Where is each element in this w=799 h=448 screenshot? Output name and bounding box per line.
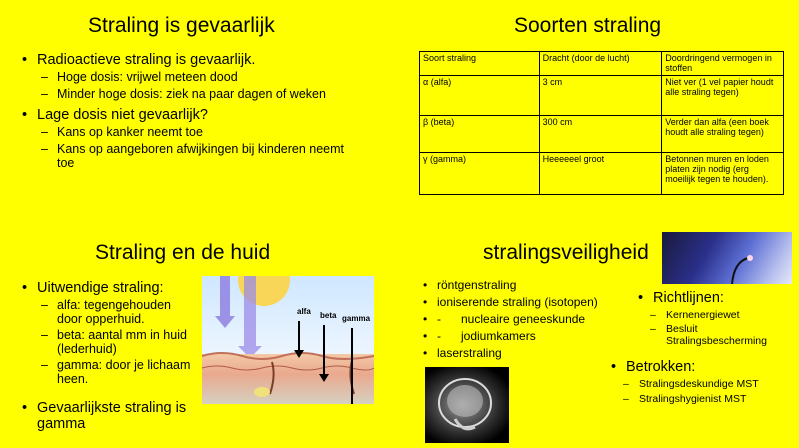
mri-scan-image xyxy=(425,367,509,443)
header-cell: Dracht (door de lucht) xyxy=(539,52,662,76)
sub-item xyxy=(41,125,352,139)
table-cell: γ (gamma) xyxy=(420,153,540,195)
radiation-table xyxy=(419,51,784,195)
label-text: Betrokken: xyxy=(626,359,696,375)
sub-item xyxy=(623,393,796,405)
item-text: Gevaarlijkste straling is gamma xyxy=(37,400,187,432)
laser-photo xyxy=(662,232,792,284)
sub-item xyxy=(41,358,194,386)
sub-item xyxy=(41,142,352,170)
sub-item xyxy=(41,70,352,84)
item-text: Lage dosis niet gevaarlijk? xyxy=(37,107,208,123)
list-item xyxy=(423,329,643,343)
sub-item-text: alfa: tegengehouden door opperhuid. xyxy=(57,298,171,326)
skin-diagram-image xyxy=(202,276,374,404)
sub-item xyxy=(41,298,194,326)
betrokken-label xyxy=(611,359,796,375)
table-row xyxy=(420,153,784,195)
header-cell: Doordringend vermogen in stoffen xyxy=(662,52,784,76)
item-text: ioniserende straling (isotopen) xyxy=(437,295,598,309)
skin-radiation-figure xyxy=(202,276,374,404)
header-cell: Soort straling xyxy=(420,52,540,76)
richtlijnen-section xyxy=(638,290,798,347)
item-text: Uitwendige straling: xyxy=(37,280,164,296)
sub-item-text: Besluit Stralingsbescherming xyxy=(666,323,767,347)
list-item xyxy=(22,280,194,386)
sub-item-text: Kans op kanker neemt toe xyxy=(57,125,203,139)
table-header-row xyxy=(420,52,784,76)
list-item xyxy=(423,346,643,360)
sub-item-text: Kans op aangeboren afwijkingen bij kinderen neemt toe xyxy=(57,142,344,170)
list-item xyxy=(423,312,643,326)
item-text: - jodiumkamers xyxy=(437,329,536,343)
table-row xyxy=(420,76,784,116)
list-item xyxy=(22,107,352,170)
item-text: laserstraling xyxy=(437,346,502,360)
list-item xyxy=(22,400,194,432)
beta-label: beta xyxy=(320,311,337,320)
title-straling-huid: Straling en de huid xyxy=(95,241,271,264)
sub-item xyxy=(41,87,352,101)
table-cell: 300 cm xyxy=(539,116,662,153)
sub-item-text: Stralingsdeskundige MST xyxy=(639,378,759,390)
sub-item-text: Minder hoge dosis: ziek na paar dagen of weken xyxy=(57,87,326,101)
sub-item-text: Kernenergiewet xyxy=(666,309,740,321)
title-straling-gevaarlijk: Straling is gevaarlijk xyxy=(88,14,275,37)
label-text: Richtlijnen: xyxy=(653,290,724,306)
table-cell: 3 cm xyxy=(539,76,662,116)
sub-item xyxy=(623,378,796,390)
item-text: Radioactieve straling is gevaarlijk. xyxy=(37,52,256,68)
sub-item-text: beta: aantal mm in huid (lederhuid) xyxy=(57,328,187,356)
title-soorten-straling: Soorten straling xyxy=(514,14,662,37)
brain-scan-icon xyxy=(425,367,509,443)
list-item xyxy=(423,278,643,292)
laser-beam-icon xyxy=(662,232,792,284)
list-item xyxy=(22,52,352,101)
gamma-label: gamma xyxy=(342,314,371,323)
table-cell: Betonnen muren en loden platen zijn nodig (erg moeilijk tegen te houden). xyxy=(662,153,784,195)
betrokken-section xyxy=(611,359,796,405)
table-cell: Niet ver (1 vel papier houdt alle straling tegen) xyxy=(662,76,784,116)
sub-item-text: Stralingshygienist MST xyxy=(639,393,747,405)
table-cell: α (alfa) xyxy=(420,76,540,116)
item-text: - nucleaire geneeskunde xyxy=(437,312,586,326)
sub-item-text: Hoge dosis: vrijwel meteen dood xyxy=(57,70,238,84)
list-item xyxy=(423,295,643,309)
sub-item-text: gamma: door je lichaam heen. xyxy=(57,358,191,386)
table-row xyxy=(420,116,784,153)
table-cell: β (beta) xyxy=(420,116,540,153)
safety-list xyxy=(423,278,643,360)
item-text: röntgenstraling xyxy=(437,278,517,292)
table-cell: Verder dan alfa (een boek houdt alle straling tegen) xyxy=(662,116,784,153)
title-stralingsveiligheid: stralingsveiligheid xyxy=(483,241,649,264)
richtlijnen-label xyxy=(638,290,798,306)
danger-list xyxy=(22,52,352,170)
skin-list xyxy=(22,280,194,432)
sub-item xyxy=(650,323,798,347)
sub-item xyxy=(650,309,798,321)
sub-item xyxy=(41,328,194,356)
alfa-label: alfa xyxy=(297,307,311,316)
table-cell: Heeeeeel groot xyxy=(539,153,662,195)
